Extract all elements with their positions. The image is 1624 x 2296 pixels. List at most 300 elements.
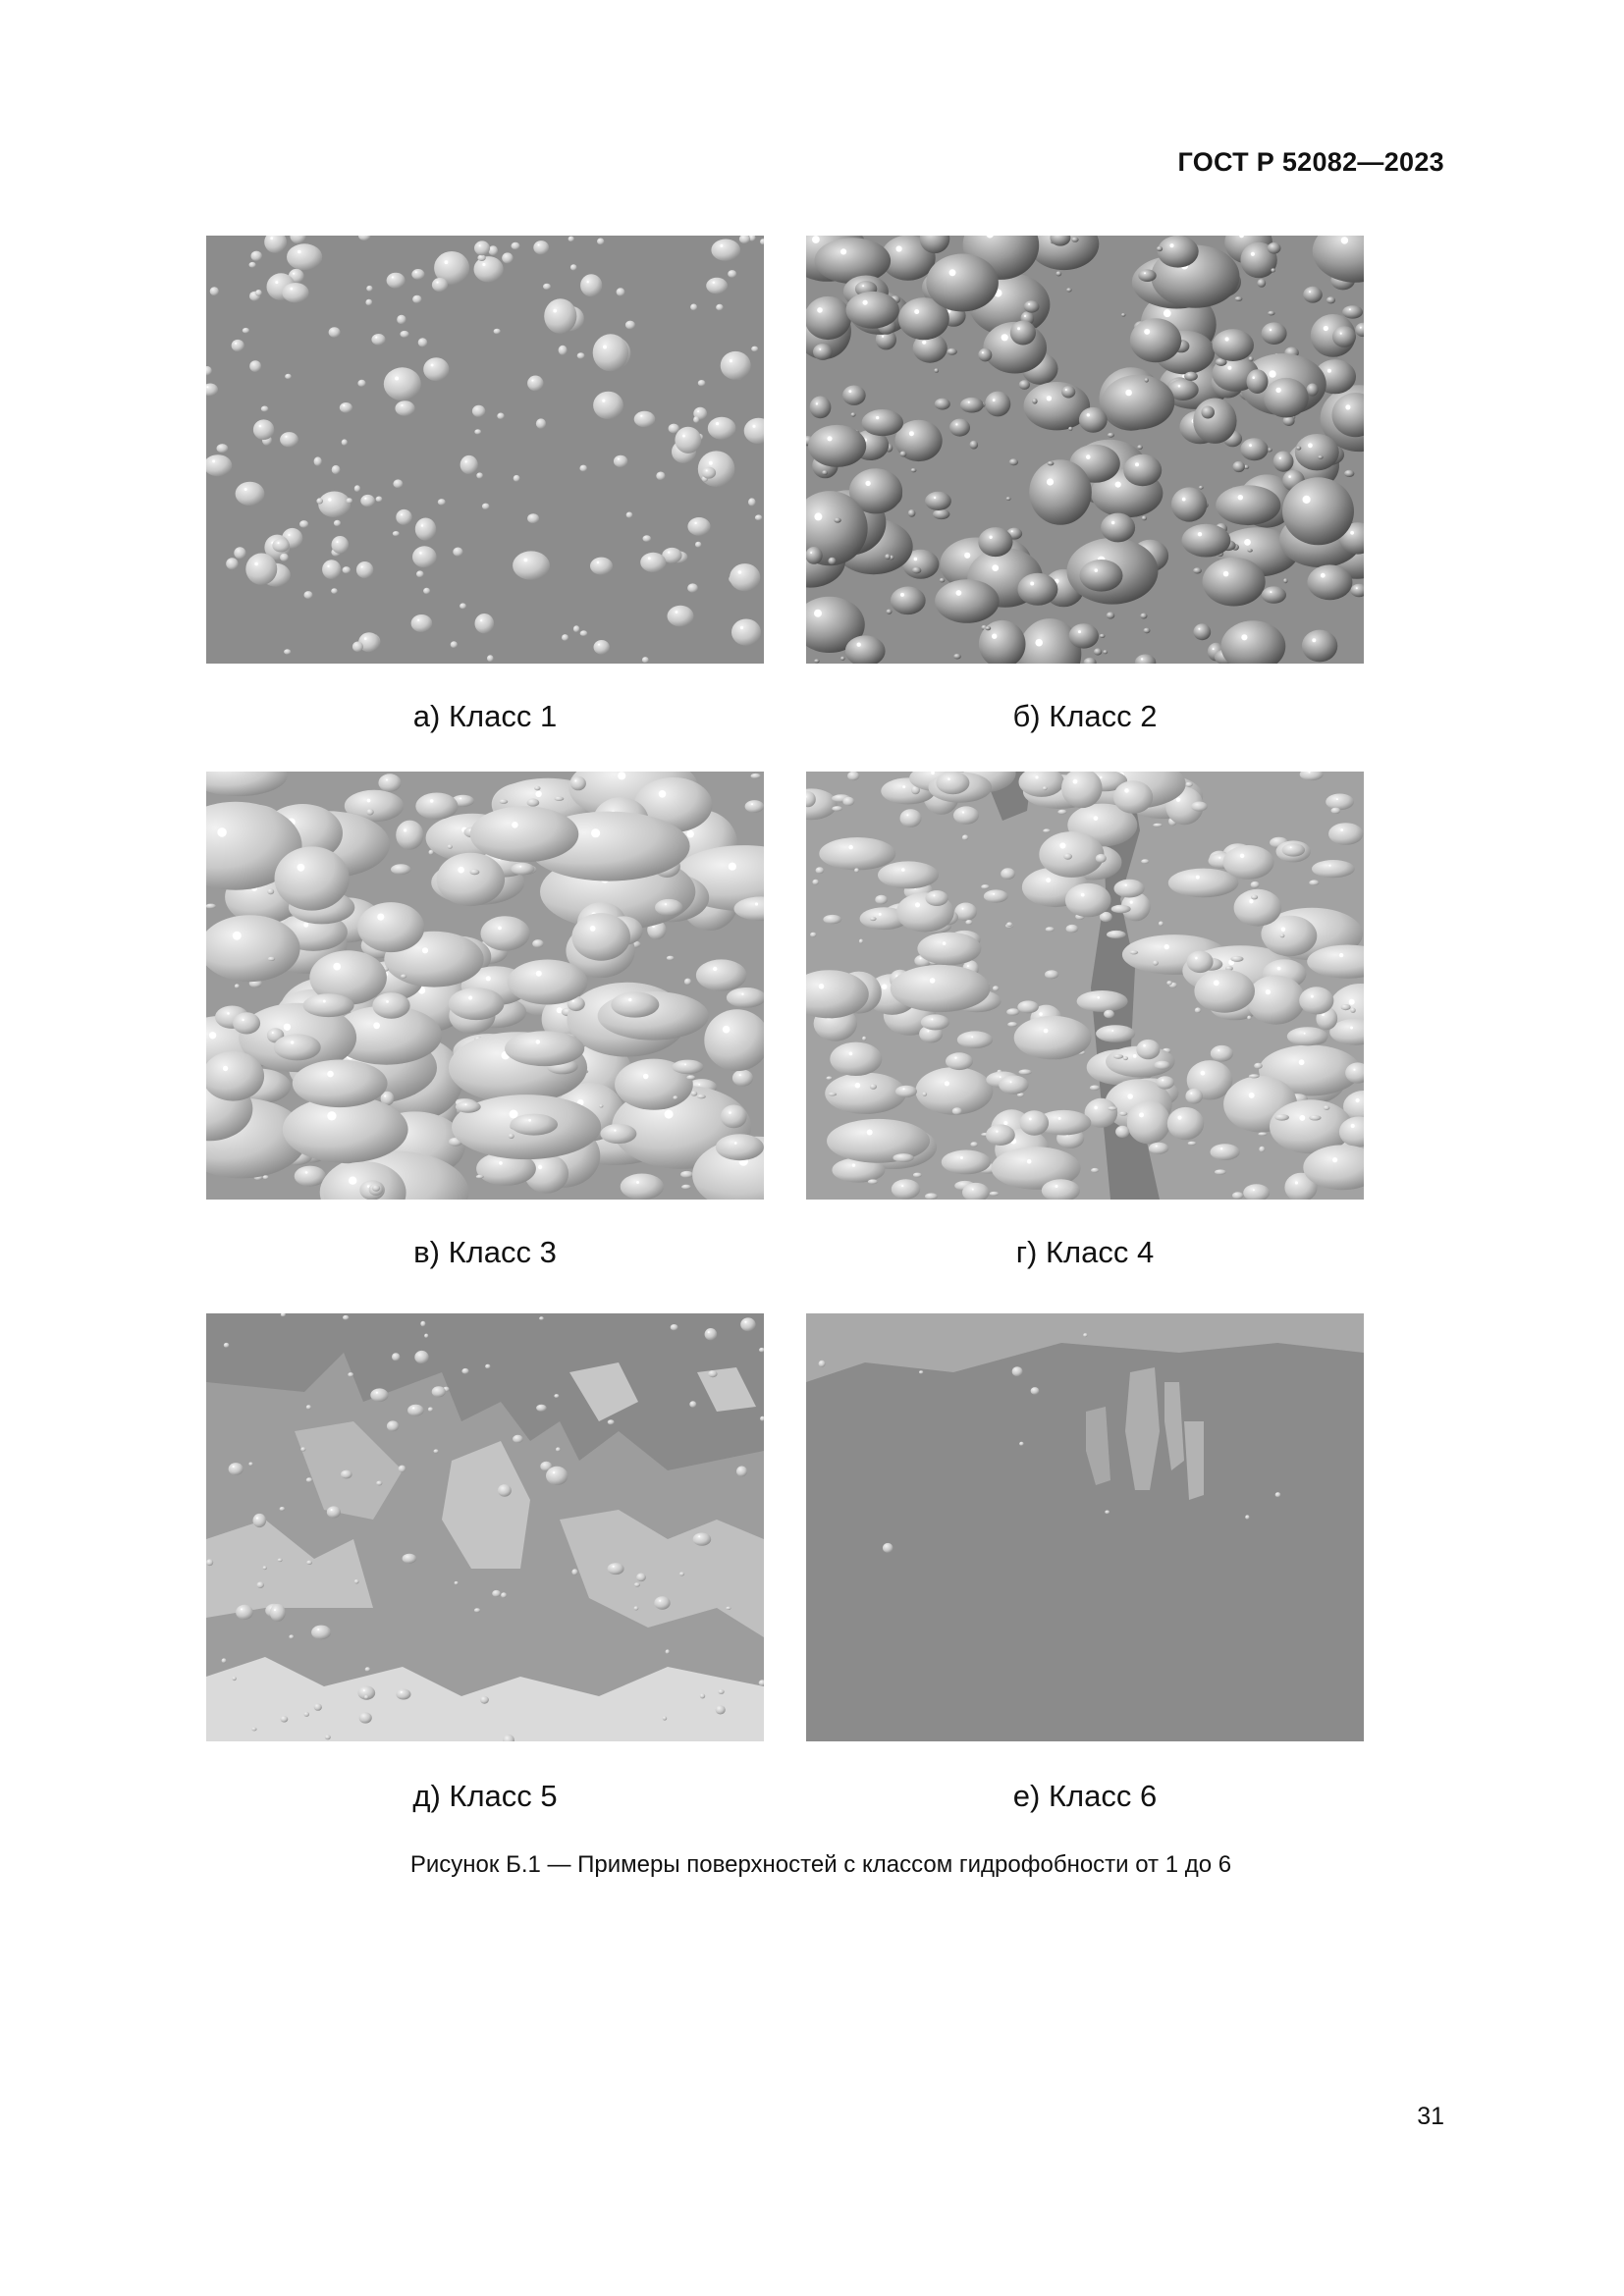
droplet [850,412,855,416]
droplet [1268,242,1281,254]
droplet-highlight [1308,443,1313,448]
droplet [933,509,949,519]
droplet-highlight [1195,957,1198,960]
droplet [1271,268,1275,272]
droplet [511,1114,558,1136]
droplet [278,1559,283,1563]
droplet-highlight [1169,243,1173,247]
droplet [1247,976,1306,1025]
droplet [721,1105,747,1129]
droplet [476,472,483,478]
droplet [299,520,308,528]
droplet [986,1124,1015,1146]
droplet-highlight [1017,327,1020,330]
droplet-highlight [989,536,992,539]
droplet [922,1093,927,1096]
droplet [376,497,383,503]
droplet [1350,1008,1355,1013]
droplet [962,834,968,840]
droplet-highlight [270,237,273,240]
droplet-highlight [902,785,905,788]
droplet [1249,356,1254,361]
droplet [1342,305,1363,318]
droplet [1108,433,1114,438]
droplet [875,895,888,905]
droplet [527,799,540,807]
droplet-highlight [437,282,439,284]
droplet-highlight [810,552,812,554]
droplet [236,1605,253,1620]
droplet [1211,1045,1233,1062]
droplet [571,913,630,961]
droplet [1140,614,1147,619]
droplet [721,351,751,380]
droplet-highlight [716,422,719,425]
droplet-highlight [1198,532,1202,536]
caption-class-4: г) Класс 4 [1015,1235,1155,1269]
droplet [940,578,946,583]
droplet [868,1179,878,1184]
droplet [693,416,699,423]
droplet [1017,1000,1039,1013]
droplet [233,1012,260,1034]
caption-class-6: е) Класс 6 [1012,1779,1158,1813]
droplet [217,444,229,453]
droplet [859,939,863,944]
droplet-highlight [729,1111,731,1114]
droplet-highlight [421,524,423,526]
droplet [508,960,588,1005]
droplet [1171,487,1207,521]
droplet [571,1569,577,1575]
droplet [1193,623,1211,640]
droplet-highlight [1035,775,1038,778]
droplet-highlight [235,343,237,345]
droplet [384,367,421,400]
droplet [970,441,979,450]
droplet [900,809,922,828]
droplet-highlight [1253,1189,1255,1191]
droplet-highlight [535,791,541,797]
droplet-highlight [363,1689,365,1691]
droplet-highlight [519,866,521,868]
droplet-highlight [855,1083,861,1089]
droplet [1100,634,1106,638]
droplet [432,278,448,292]
droplet-highlight [1024,315,1026,317]
droplet-highlight [909,431,914,436]
droplet [342,439,348,445]
droplet [229,1463,244,1475]
droplet [1010,321,1036,346]
droplet-highlight [1130,901,1133,904]
droplet-highlight [1125,884,1127,886]
droplet [1127,1100,1170,1144]
droplet-highlight [1162,1079,1164,1081]
droplet [511,863,534,875]
droplet-highlight [1227,366,1231,370]
droplet [1193,399,1236,444]
droplet [702,467,716,479]
droplet [671,1324,678,1330]
droplet-highlight [723,1026,731,1034]
droplet [397,315,406,324]
droplet [1296,447,1301,451]
droplet [1331,808,1341,814]
droplet [695,542,701,548]
droplet [925,1193,938,1200]
droplet [1247,549,1252,553]
droplet-highlight [863,300,868,305]
droplet-highlight [553,309,557,313]
droplet-highlight [1000,1076,1001,1078]
droplet-highlight [1198,628,1200,630]
droplet-highlight [964,553,970,559]
droplet [474,256,504,282]
droplet [1166,981,1172,985]
droplet-highlight [636,1181,639,1184]
droplet [1065,883,1111,918]
droplet [1185,1089,1203,1104]
droplet-highlight [945,1081,949,1086]
droplet-highlight [1249,444,1252,447]
droplet [438,499,446,506]
droplet [716,304,723,311]
droplet-highlight [613,1566,615,1568]
droplet [460,603,466,609]
droplet-highlight [706,469,708,471]
droplet-highlight [1027,1159,1032,1164]
droplet [432,1386,446,1397]
droplet-highlight [1299,1115,1305,1121]
droplet [1318,455,1324,459]
droplet [513,551,550,579]
droplet [416,570,424,577]
droplet [965,920,972,925]
droplet [840,657,845,661]
droplet-highlight [659,1600,661,1602]
droplet-highlight [1135,462,1139,466]
page-number: 31 [1417,2103,1444,2130]
droplet [981,884,990,889]
droplet [825,1073,906,1114]
photo-class-4 [806,772,1364,1200]
droplet [343,1315,349,1320]
droplet [1234,889,1282,927]
droplet-highlight [323,1000,326,1003]
droplet [697,1095,706,1098]
droplet [1158,236,1199,268]
droplet [226,558,238,569]
droplet [1019,1442,1024,1446]
droplet-highlight [590,926,596,932]
droplet-highlight [709,461,713,465]
droplet-highlight [303,923,308,928]
droplet-highlight [739,1074,741,1076]
droplet [1007,1022,1017,1027]
droplet [356,561,373,578]
droplet-highlight [1309,291,1311,293]
droplet [912,567,922,574]
droplet-highlight [933,894,935,896]
droplet [970,1142,978,1147]
droplet [448,844,453,848]
droplet-highlight [305,1171,308,1174]
droplet-highlight [259,425,262,428]
droplet [249,262,256,268]
droplet [494,329,501,335]
droplet [1012,1366,1023,1376]
droplet [1201,406,1215,419]
droplet-highlight [337,541,339,543]
droplet [224,1343,230,1348]
droplet [1235,296,1243,301]
droplet [418,338,428,347]
droplet [306,1561,312,1565]
droplet [891,587,926,615]
droplet [1129,950,1138,954]
droplet [1138,269,1156,282]
droplet [1168,869,1239,898]
droplet-highlight [395,377,399,381]
droplet [284,649,291,654]
droplet-highlight [597,561,599,563]
droplet-highlight [415,271,417,273]
droplet-highlight [665,903,667,905]
droplet-highlight [816,402,818,404]
droplet-highlight [1349,308,1351,310]
droplet [673,1095,677,1099]
droplet-highlight [962,908,964,910]
droplet-highlight [814,512,822,520]
droplet [210,287,219,295]
droplet-highlight [882,336,884,338]
droplet-highlight [876,416,879,419]
droplet-highlight [361,566,363,568]
droplet-highlight [628,998,631,1001]
droplet-highlight [1327,369,1331,373]
droplet-highlight [901,1185,903,1187]
droplet [917,933,981,966]
droplet-highlight [1111,521,1114,524]
droplet [1303,287,1323,303]
droplet [437,853,506,906]
droplet-highlight [536,971,542,977]
droplet [1032,399,1037,404]
droplet-highlight [1056,1185,1058,1188]
droplet-highlight [386,779,388,781]
droplet [270,1604,286,1622]
droplet [423,357,449,381]
droplet [984,889,1008,902]
droplet [403,1554,417,1564]
droplet [543,284,551,290]
droplet [1159,922,1164,927]
droplet-highlight [244,488,247,491]
droplet [740,1317,755,1331]
droplet-highlight [1039,1012,1043,1016]
droplet-highlight [290,288,293,291]
droplet-highlight [967,965,969,967]
droplet [378,774,401,791]
droplet-highlight [1182,498,1186,502]
droplet [885,554,891,560]
droplet [391,864,411,875]
droplet-highlight [1223,571,1229,577]
droplet [1156,1076,1174,1089]
droplet-highlight [915,902,920,907]
droplet-highlight [375,337,377,339]
droplet [1104,1010,1114,1018]
droplet-highlight [364,637,367,640]
droplet [395,400,414,416]
droplet [640,553,666,572]
droplet-highlight [272,1032,274,1034]
droplet [654,1596,670,1609]
droplet-highlight [553,1471,555,1473]
droplet [656,472,665,481]
droplet [806,547,823,564]
droplet-highlight [812,236,820,243]
droplet [334,520,341,526]
droplet [428,1408,433,1413]
droplet-highlight [956,590,962,596]
droplet-highlight [384,1095,386,1097]
droplet [354,485,360,492]
droplet-highlight [598,644,600,646]
droplet-highlight [1349,999,1355,1005]
droplet-highlight [479,244,481,246]
droplet-highlight [903,1088,905,1090]
droplet [1262,322,1287,345]
droplet-highlight [668,552,670,554]
droplet [815,238,892,284]
droplet [745,800,764,813]
droplet [1006,1008,1019,1015]
droplet [481,916,530,950]
droplet [1215,1169,1226,1174]
droplet [854,868,859,872]
droplet-highlight [730,359,732,362]
droplet-highlight [665,1110,674,1119]
droplet [234,547,245,559]
droplet [726,1607,731,1610]
droplet-highlight [1124,788,1129,793]
droplet [1184,372,1198,381]
droplet [673,1060,704,1075]
droplet [396,509,411,525]
droplet-highlight [327,565,329,567]
droplet [460,455,478,474]
droplet [475,614,495,633]
droplet [957,1031,993,1048]
droplet [1031,1387,1040,1395]
droplet [232,340,244,351]
droplet [1105,1511,1110,1515]
droplet [590,558,613,575]
droplet [953,806,979,824]
droplet [1145,378,1149,383]
droplet [263,1175,269,1179]
droplet-highlight [376,1392,378,1394]
droplet [1262,586,1286,603]
droplet [819,837,895,870]
droplet [828,1093,837,1096]
figure-caption: Рисунок Б.1 — Примеры поверхностей с классом гидрофобности от 1 до 6 [409,1851,1232,1878]
droplet [289,1634,294,1638]
droplet-highlight [920,957,922,959]
droplet-highlight [468,995,472,999]
droplet [570,776,586,790]
droplet [698,380,706,386]
droplet [470,806,579,862]
droplet [332,536,350,554]
droplet [1223,845,1274,880]
droplet-highlight [1266,989,1271,994]
droplet [415,793,458,820]
droplet [263,1566,267,1570]
droplet-highlight [618,772,625,779]
droplet [357,902,424,952]
droplet [497,413,504,420]
droplet [1203,558,1266,607]
droplet-highlight [648,557,651,560]
droplet [236,482,265,506]
droplet [842,386,866,405]
droplet-highlight [377,914,384,921]
droplet-highlight [1251,252,1255,256]
droplet-highlight [1010,1081,1012,1083]
droplet [1326,794,1354,811]
droplet [1096,1025,1135,1042]
droplet-highlight [431,364,434,367]
droplet-highlight [882,985,887,989]
droplet-highlight [817,307,823,313]
droplet [669,424,679,434]
droplet [935,579,1000,623]
droplet [423,588,430,594]
droplet [1048,461,1055,466]
droplet [580,274,602,296]
droplet [536,1405,547,1412]
droplet-highlight [1125,390,1132,397]
droplet [895,1086,917,1097]
droplet-highlight [1035,639,1043,647]
droplet [1153,824,1163,828]
droplet [617,288,625,295]
droplet [396,1689,410,1700]
droplet-highlight [284,1024,291,1031]
droplet [527,376,543,392]
droplet [472,405,485,417]
droplet [1211,1144,1240,1160]
droplet [643,535,652,542]
droplet-highlight [1240,854,1245,859]
droplet [1123,1056,1128,1060]
droplet [1113,1054,1123,1059]
droplet [501,1592,507,1598]
droplet-highlight [740,626,743,629]
droplet [1299,987,1333,1014]
droplet-highlight [900,593,904,597]
droplet-highlight [955,423,957,425]
droplet [243,328,249,334]
droplet-highlight [1011,530,1013,532]
droplet [593,392,623,419]
droplet-highlight [364,498,366,500]
droplet-highlight [331,1509,333,1511]
photo-class-5 [206,1313,764,1741]
